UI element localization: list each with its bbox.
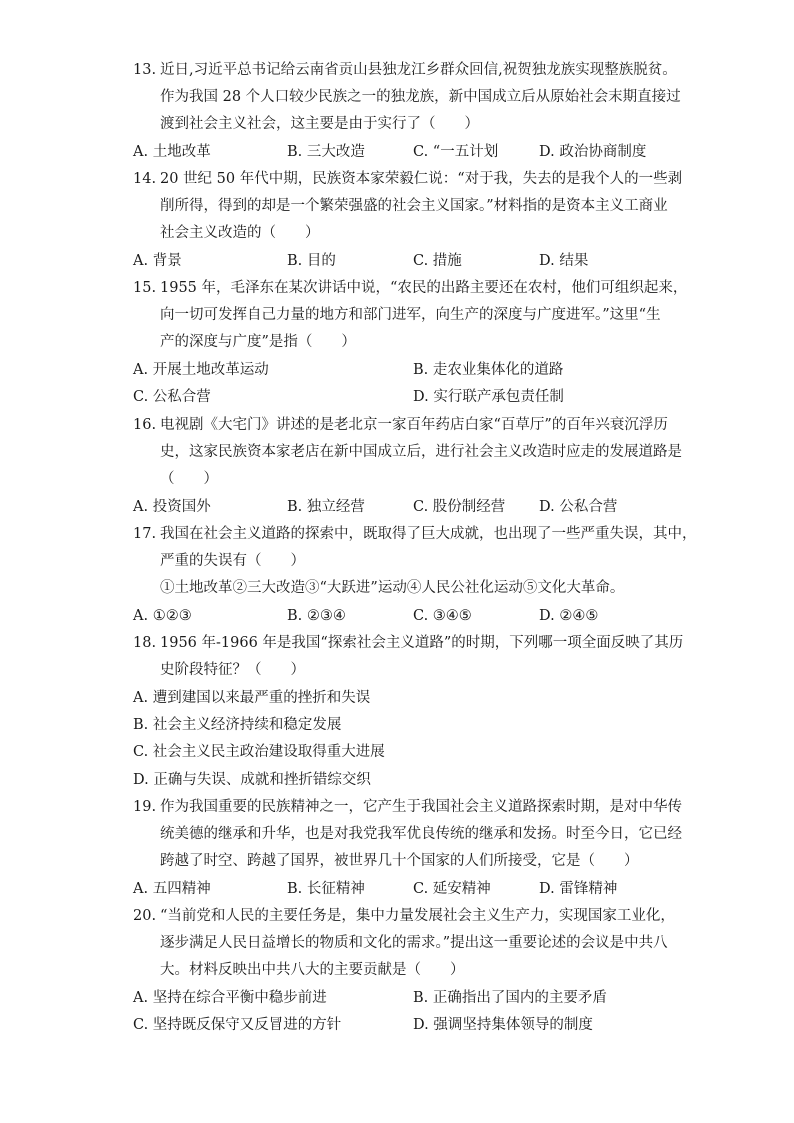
option-b[interactable]: B. 走农业集体化的道路 bbox=[413, 362, 564, 378]
question-number: 15. bbox=[133, 280, 157, 296]
option-b[interactable]: B. 正确指出了国内的主要矛盾 bbox=[413, 990, 607, 1006]
question-text: 向一切可发挥自己力量的地方和部门进军，向生产的深度与广度进军。”这里“生 bbox=[160, 307, 661, 323]
question-number: 16. bbox=[133, 417, 157, 433]
option-b[interactable]: B. 社会主义经济持续和稳定发展 bbox=[133, 717, 342, 733]
option-a[interactable]: A. 背景 bbox=[133, 253, 182, 269]
question-text: （ ） bbox=[160, 471, 218, 487]
option-d[interactable]: D. ②④⑤ bbox=[539, 608, 599, 624]
question-text: 近日,习近平总书记给云南省贡山县独龙江乡群众回信,祝贺独龙族实现整族脱贫。 bbox=[160, 62, 677, 78]
option-a[interactable]: A. 坚持在综合平衡中稳步前进 bbox=[133, 990, 327, 1006]
question-text: 史阶段特征？（ ） bbox=[160, 662, 305, 678]
question-text: 严重的失误有（ ） bbox=[160, 553, 305, 569]
option-c[interactable]: C. 坚持既反保守又反冒进的方针 bbox=[133, 1017, 342, 1033]
question-text: 社会主义改造的（ ） bbox=[160, 225, 320, 241]
option-a[interactable]: A. 五四精神 bbox=[133, 881, 211, 897]
question-number: 20. bbox=[133, 908, 157, 924]
option-d[interactable]: D. 正确与失误、成就和挫折错综交织 bbox=[133, 772, 371, 788]
question-number: 19. bbox=[133, 799, 157, 815]
option-d[interactable]: D. 结果 bbox=[539, 253, 589, 269]
question-text: 史，这家民族资本家老店在新中国成立后，进行社会主义改造时应走的发展道路是 bbox=[160, 444, 682, 460]
option-d[interactable]: D. 实行联产承包责任制 bbox=[413, 389, 564, 405]
option-d[interactable]: D. 强调坚持集体领导的制度 bbox=[413, 1017, 593, 1033]
question-number: 14. bbox=[133, 171, 157, 187]
question-text: 统美德的继承和升华，也是对我党我军优良传统的继承和发扬。时至今日，它已经 bbox=[160, 826, 682, 842]
question-text: 削所得，得到的却是一个繁荣强盛的社会主义国家。”材料指的是资本主义工商业 bbox=[160, 198, 668, 214]
question-text: 渡到社会主义社会，这主要是由于实行了（ ） bbox=[160, 116, 479, 132]
option-d[interactable]: D. 政治协商制度 bbox=[539, 144, 647, 160]
option-d[interactable]: D. 雷锋精神 bbox=[539, 881, 618, 897]
option-d[interactable]: D. 公私合营 bbox=[539, 499, 618, 515]
option-c[interactable]: C. “一五计划 bbox=[413, 144, 499, 160]
question-text: 电视剧《大宅门》讲述的是老北京一家百年药店白家“百草厅”的百年兴衰沉浮历 bbox=[160, 417, 668, 433]
question-text: 1955 年，毛泽东在某次讲话中说，“农民的出路主要还在农村，他们可组织起来， bbox=[160, 280, 688, 296]
question-text: 跨越了时空、跨越了国界，被世界几十个国家的人们所接受，它是（ ） bbox=[160, 853, 639, 869]
question-text: 作为我国 28 个人口较少民族之一的独龙族，新中国成立后从原始社会末期直接过 bbox=[160, 89, 681, 105]
question-number: 13. bbox=[133, 62, 157, 78]
option-b[interactable]: B. 目的 bbox=[287, 253, 336, 269]
option-c[interactable]: C. 股份制经营 bbox=[413, 499, 506, 515]
question-text: ①土地改革②三大改造③“大跃进”运动④人民公社化运动⑤文化大革命。 bbox=[160, 580, 625, 596]
question-text: 逐步满足人民日益增长的物质和文化的需求。”提出这一重要论述的会议是中共八 bbox=[160, 935, 668, 951]
option-b[interactable]: B. 长征精神 bbox=[287, 881, 365, 897]
option-a[interactable]: A. 遭到建国以来最严重的挫折和失误 bbox=[133, 690, 371, 706]
option-b[interactable]: B. 独立经营 bbox=[287, 499, 365, 515]
option-c[interactable]: C. ③④⑤ bbox=[413, 608, 472, 624]
question-number: 18. bbox=[133, 635, 157, 651]
question-text: “当前党和人民的主要任务是，集中力量发展社会主义生产力，实现国家工业化， bbox=[160, 908, 675, 924]
question-text: 作为我国重要的民族精神之一，它产生于我国社会主义道路探索时期，是对中华传 bbox=[160, 799, 682, 815]
option-a[interactable]: A. 开展土地改革运动 bbox=[133, 362, 269, 378]
option-a[interactable]: A. ①②③ bbox=[133, 608, 192, 624]
question-text: 1956 年-1966 年是我国“探索社会主义道路”的时期，下列哪一项全面反映了其历 bbox=[160, 635, 684, 651]
option-c[interactable]: C. 延安精神 bbox=[413, 881, 491, 897]
option-a[interactable]: A. 土地改革 bbox=[133, 144, 211, 160]
option-c[interactable]: C. 措施 bbox=[413, 253, 462, 269]
question-text: 20 世纪 50 年代中期，民族资本家荣毅仁说：“对于我，失去的是我个人的一些剥 bbox=[160, 171, 683, 187]
question-text: 产的深度与广度”是指（ ） bbox=[160, 334, 356, 350]
option-b[interactable]: B. 三大改造 bbox=[287, 144, 365, 160]
option-a[interactable]: A. 投资国外 bbox=[133, 499, 211, 515]
option-c[interactable]: C. 社会主义民主政治建设取得重大进展 bbox=[133, 744, 385, 760]
question-text: 大。材料反映出中共八大的主要贡献是（ ） bbox=[160, 962, 465, 978]
option-b[interactable]: B. ②③④ bbox=[287, 608, 346, 624]
option-c[interactable]: C. 公私合营 bbox=[133, 389, 211, 405]
question-text: 我国在社会主义道路的探索中，既取得了巨大成就，也出现了一些严重失误，其中， bbox=[160, 526, 697, 542]
question-number: 17. bbox=[133, 526, 157, 542]
